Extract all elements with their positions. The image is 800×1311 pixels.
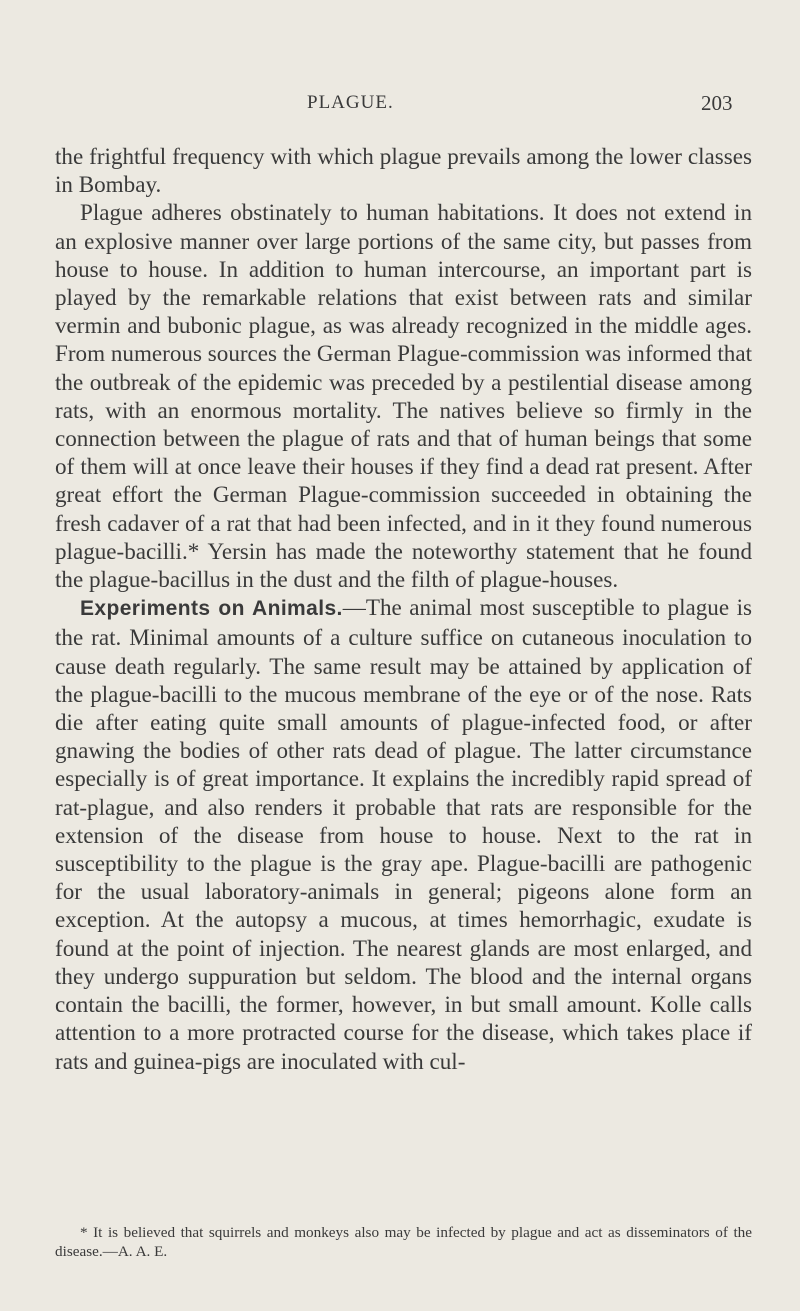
paragraph-experiments-on-animals xyxy=(55,593,752,1074)
paragraph-continuation: the frightful frequency with which plague prevails among the lower classes in Bombay. xyxy=(55,143,752,198)
running-head xyxy=(0,92,800,122)
footnote: * It is believed that squirrels and monkeys also may be infected by plague and act as disseminators of the disease.—A. A. E. xyxy=(55,1224,752,1260)
body-text xyxy=(55,142,752,1075)
section-heading: Experiments on Animals. xyxy=(80,597,343,621)
running-title: PLAGUE. xyxy=(307,92,394,113)
paragraph-plague-habitations: Plague adheres obstinately to human habitations. It does not extend in an explosive manner over large portions of the same city, but passes from house to house. In addition to human intercourse, an important part is played by the remarkable relations that exist between rats and similar vermin and bubonic plague, as was already recognized in the middle ages. From numerous sources the German Plague-commission was informed that the outbreak of the epidemic was preceded by a pestilential disease among rats, with an enormous mortality. The natives believe so firmly in the connection between the plague of rats and that of human beings that some of them will at once leave their houses if they find a dead rat present. After great effort the German Plague-commission succeeded in obtaining the fresh cadaver of a rat that had been infected, and in it they found numerous plague-bacilli.* Yersin has made the noteworthy statement that he found the plague-bacillus in the dust and the filth of plague-houses. xyxy=(55,199,752,593)
page-number: 203 xyxy=(701,91,733,115)
paragraph-experiments-text: —The animal most susceptible to plague is the rat. Minimal amounts of a culture suffice on cutaneous inoculation to cause death regularly. The same result may be attained by application of the plague-bacilli to the mucous membrane of the eye or of the nose. Rats die after eating quite small amounts of plague-infected food, or after gnawing the bodies of other rats dead of plague. The latter circumstance especially is of great importance. It explains the incredibly rapid spread of rat-plague, and also renders it probable that rats are responsible for the extension of the disease from house to house. Next to the rat in susceptibility to the plague is the gray ape. Plague-bacilli are pathogenic for the usual laboratory-animals in general; pigeons alone form an exception. At the autopsy a mucous, at times hemorrhagic, exudate is found at the point of injection. The nearest glands are most enlarged, and they undergo suppuration but seldom. The blood and the internal organs contain the bacilli, the former, however, in but small amount. Kolle calls attention to a more protracted course for the disease, which takes place if rats and guinea-pigs are inoculated with cul- xyxy=(55,594,752,1074)
